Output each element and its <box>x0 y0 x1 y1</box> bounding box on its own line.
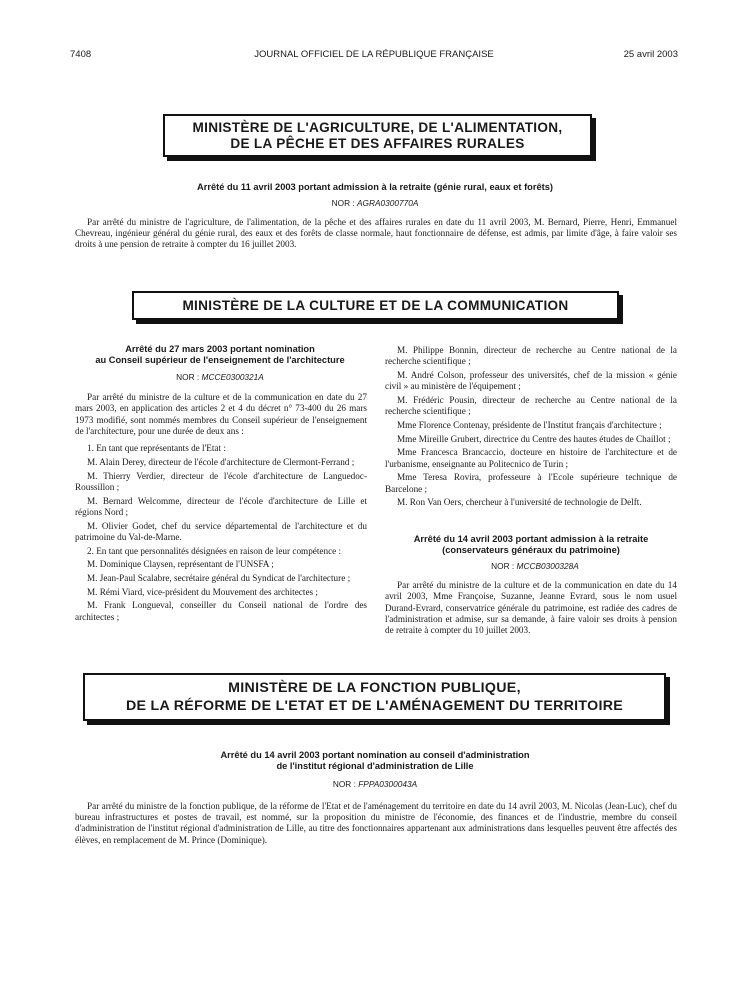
decree-paragraph: M. Alain Derey, directeur de l'école d'architecture de Clermont-Ferrand ; <box>87 456 355 467</box>
ministry-heading-fonction-publique <box>83 673 666 721</box>
ministry-line-1: MINISTÈRE DE L'AGRICULTURE, DE L'ALIMENTATION, <box>192 119 563 135</box>
journal-title: JOURNAL OFFICIEL DE LA RÉPUBLIQUE FRANÇAISE <box>254 49 494 60</box>
decree-title-line-2: au Conseil supérieur de l'enseignement de l'architecture <box>95 355 345 365</box>
page-number: 7408 <box>70 49 92 60</box>
decree-title <box>72 344 368 366</box>
ministry-heading-culture <box>132 291 619 320</box>
nor-label: NOR : <box>332 779 356 789</box>
ministry-line-1: MINISTÈRE DE LA FONCTION PUBLIQUE, <box>228 680 521 696</box>
decree-paragraph: Mme Teresa Rovira, professeure à l'Ecole supérieure technique de Barcelone ; <box>385 472 677 494</box>
nor-label: NOR : <box>331 198 355 208</box>
nor-reference <box>140 372 300 382</box>
box-shadow <box>167 157 596 161</box>
decree-title-line-1: Arrêté du 14 avril 2003 portant nomination au conseil d'administration <box>220 750 530 760</box>
decree-paragraph: M. Frédéric Pousin, directeur de recherche au Centre national de la recherche scientifique ; <box>385 394 677 417</box>
nor-code: AGRA0300770A <box>357 198 419 208</box>
decree-paragraph: Mme Florence Contenay, présidente de l'Institut français d'architecture ; <box>397 419 662 430</box>
decree-paragraph: M. Thierry Verdier, directeur de l'école d'architecture de Languedoc-Roussillon ; <box>75 470 367 492</box>
decree-paragraph: Par arrêté du ministre de la culture et de la communication en date du 27 mars 2003, en application des articles 2 et 4 du décret n° 73-400 du 26 mars 1973 modifié, sont nommés membres du Conseil supérieur de l'enseignement de l'architecture, pour une durée de deux ans : <box>75 392 367 436</box>
decree-paragraph: M. André Colson, professeur des universités, chef de la mission « génie civil » au ministère de l'équipement ; <box>385 369 677 392</box>
decree-paragraph: M. Ron Van Oers, chercheur à l'université de technologie de Delft. <box>397 497 642 508</box>
nor-code: MCCE0300321A <box>201 372 264 382</box>
decree-title-line-1: Arrêté du 14 avril 2003 portant admission à la retraite <box>413 534 649 544</box>
decree-title <box>385 534 677 556</box>
decree-text <box>385 345 677 511</box>
nor-reference <box>455 561 615 571</box>
decree-text <box>75 801 677 846</box>
decree-title-line-2: de l'institut régional d'administration de Lille <box>276 761 474 771</box>
decree-paragraph: Mme Francesca Brancaccio, docteure en histoire de l'architecture et de l'urbanisme, enseignante au Politecnico de Turin ; <box>385 447 677 469</box>
ministry-line-2: DE LA PÊCHE ET DES AFFAIRES RURALES <box>230 135 525 151</box>
decree-paragraph: 1. En tant que représentants de l'Etat : <box>87 443 226 454</box>
decree-text <box>385 580 677 639</box>
page-header <box>70 49 678 65</box>
decree-paragraph: M. Philippe Bonnin, directeur de recherche au Centre national de la recherche scientifique ; <box>385 345 677 367</box>
decree-paragraph: Mme Mireille Grubert, directrice du Centre des hautes études de Chaillot ; <box>397 433 671 444</box>
box-shadow <box>592 118 596 161</box>
ministry-line-2: DE LA RÉFORME DE L'ETAT ET DE L'AMÉNAGEMENT DU TERRITOIRE <box>125 698 624 714</box>
decree-paragraph: M. Frank Longueval, conseiller du Conseil national de l'ordre des architectes ; <box>75 600 367 622</box>
box-shadow <box>87 721 670 725</box>
decree-paragraph: M. Dominique Claysen, représentant de l'UNSFA ; <box>87 559 274 570</box>
decree-text <box>75 217 677 251</box>
decree-paragraph: Par arrêté du ministre de la culture et de la communication en date du 14 avril 2003, Mme Françoise, Suzanne, Jeanne Evrard, sous le nom usuel Durand-Evrard, conservatrice générale du patrimoine, est radiée des cadres de l'administration et admise, sur sa demande, à faire valoir ses droits à pension de retraite à compter du 10 juillet 2003. <box>385 580 677 636</box>
decree-paragraph: M. Olivier Godet, chef du service départemental de l'architecture et du patrimoine du Val-de-Marne. <box>75 520 367 542</box>
decree-paragraph: Par arrêté du ministre de l'agriculture, de l'alimentation, de la pêche et des affaires rurales en date du 11 avril 2003, M. Bernard, Pierre, Henri, Emmanuel Chevreau, ingénieur général du génie rural, des eaux et des forêts de classe normale, haut fonctionnaire de défense, est admis, par limite d'âge, à faire valoir ses droits à une pension de retraite à compter du 16 juillet 2003. <box>75 217 677 250</box>
decree-title-line-1: Arrêté du 27 mars 2003 portant nomination <box>125 344 315 354</box>
nor-reference <box>280 198 470 208</box>
decree-paragraph: M. Rémi Viard, vice-président du Mouvement des architectes ; <box>87 586 318 597</box>
nor-label: NOR : <box>176 372 200 382</box>
ministry-heading-agriculture <box>163 114 592 157</box>
box-shadow <box>136 320 623 324</box>
nor-code: MCCB0300328A <box>516 561 579 571</box>
decree-paragraph: M. Bernard Welcomme, directeur de l'école d'architecture de Lille et régions Nord ; <box>75 495 367 517</box>
issue-date: 25 avril 2003 <box>623 49 678 60</box>
nor-label: NOR : <box>491 561 515 571</box>
nor-code: FPPA0300043A <box>358 779 418 789</box>
box-shadow <box>666 677 670 725</box>
decree-paragraph: Par arrêté du ministre de la fonction publique, de la réforme de l'Etat et de l'aménagement du territoire en date du 14 avril 2003, M. Nicolas (Jean-Luc), chef du bureau infrastructures et postes de travail, est nommé, sur la proposition du ministre de l'économie, des finances et de l'industrie, membre du conseil d'administration de l'institut régional d'administration de Lille, au titre des fonctionnaires appartenant aux administrations dans lesquelles peuvent être affectés des élèves, en remplacement de M. Prince (Dominique). <box>75 801 677 845</box>
decree-title <box>120 750 630 772</box>
ministry-line: MINISTÈRE DE LA CULTURE ET DE LA COMMUNICATION <box>182 298 569 313</box>
nor-reference <box>285 779 465 789</box>
decree-title-line-2: (conservateurs généraux du patrimoine) <box>442 545 620 555</box>
decree-text <box>75 392 367 625</box>
decree-paragraph: 2. En tant que personnalités désignées en raison de leur compétence : <box>87 545 342 556</box>
decree-title: Arrêté du 11 avril 2003 portant admission à la retraite (génie rural, eaux et forêts) <box>197 182 553 192</box>
decree-paragraph: M. Jean-Paul Scalabre, secrétaire général du Syndicat de l'architecture ; <box>87 572 351 583</box>
